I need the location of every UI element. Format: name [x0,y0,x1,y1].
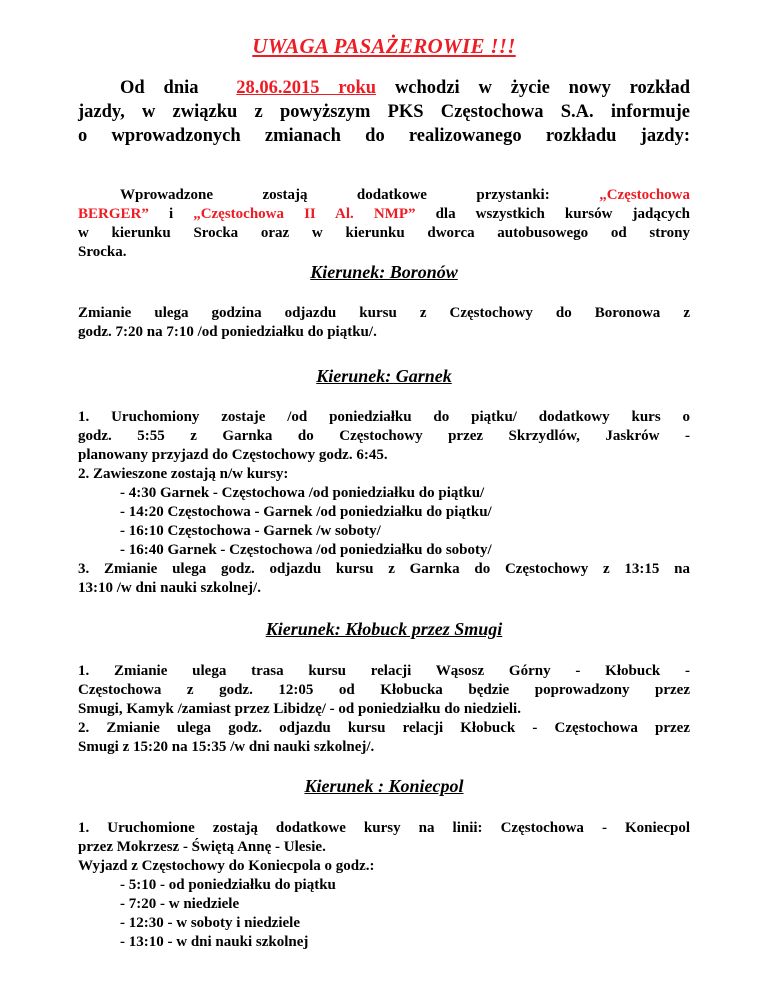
stops-notice: Wprowadzone zostają dodatkowe przystanki: „Częstochowa BERGER” i „Częstochowa II Al. NMP” dla wszystkich kursów jadących w kierunku Srocka oraz w kierunku dworca autobusowego od strony Srocka. [78,187,691,260]
heading-garnek: Kierunek: Garnek [316,366,452,386]
stop-berger-part2: BERGER” [78,206,149,222]
intro-line-3: o wprowadzonych zmianach do realizowanego rozkładu jazdy: [78,126,690,146]
heading-koniecpol: Kierunek : Koniecpol [304,776,464,796]
intro-paragraph [78,76,690,148]
section-koniecpol-body: 1. Uruchomione zostają dodatkowe kursy na linii: Częstochowa - Koniecpol przez Mokrzesz - Świętą Annę - Ulesie. Wyjazd z Częstochowy do Koniecpola o godz.: - 5:10 - od poniedziałku do piątku - 7:20 - w niedziele - 12:30 - w soboty i niedziele - 13:10 - w dni nauki szkolnej [78,820,690,950]
effective-date: 28.06.2015 roku [236,78,377,98]
intro-rest: wchodzi w życie nowy rozkład [376,78,690,98]
notice-title: UWAGA PASAŻEROWIE !!! [252,34,516,58]
heading-boronow: Kierunek: Boronów [310,262,458,282]
intro-prefix: Od dnia [120,78,199,98]
stop-berger-part1: „Częstochowa [599,187,691,203]
section-garnek-body: 1. Uruchomiony zostaje /od poniedziałku do piątku/ dodatkowy kurs o godz. 5:55 z Garnka do Częstochowy przez Skrzydlów, Jaskrów - planowany przyjazd do Częstochowy godz. 6:45. 2. Zawieszone zostają n/w kursy: - 4:30 Garnek - Częstochowa /od poniedziałku do piątku/ - 14:20 Częstochowa - Garnek /od poniedziałku do piątku/ - 16:10 Częstochowa - Garnek /w soboty/ - 16:40 Garnek - Częstochowa /od poniedziałku do soboty/ 3. Zmianie ulega godz. odjazdu kursu z Garnka do Częstochowy z 13:15 na 13:10 /w dni nauki szkolnej/. [78,409,690,596]
heading-klobuck: Kierunek: Kłobuck przez Smugi [265,619,503,639]
intro-line-2: jazdy, w związku z powyższym PKS Częstochowa S.A. informuje [78,102,690,122]
stop-nmp: „Częstochowa II Al. NMP” [193,206,416,222]
stops-lead: Wprowadzone zostają dodatkowe przystanki: [120,187,550,203]
section-klobuck-body: 1. Zmianie ulega trasa kursu relacji Wąsosz Górny - Kłobuck - Częstochowa z godz. 12:05 od Kłobucka będzie poprowadzony przez Smugi, Kamyk /zamiast przez Libidzę/ - od poniedziałku do niedzieli. 2. Zmianie ulega godz. odjazdu kursu relacji Kłobuck - Częstochowa przez Smugi z 15:20 na 15:35 /w dni nauki szkolnej/. [78,663,690,755]
section-boronow-body: Zmianie ulega godzina odjazdu kursu z Częstochowy do Boronowa z godz. 7:20 na 7:10 /od poniedziałku do piątku/. [78,305,690,340]
